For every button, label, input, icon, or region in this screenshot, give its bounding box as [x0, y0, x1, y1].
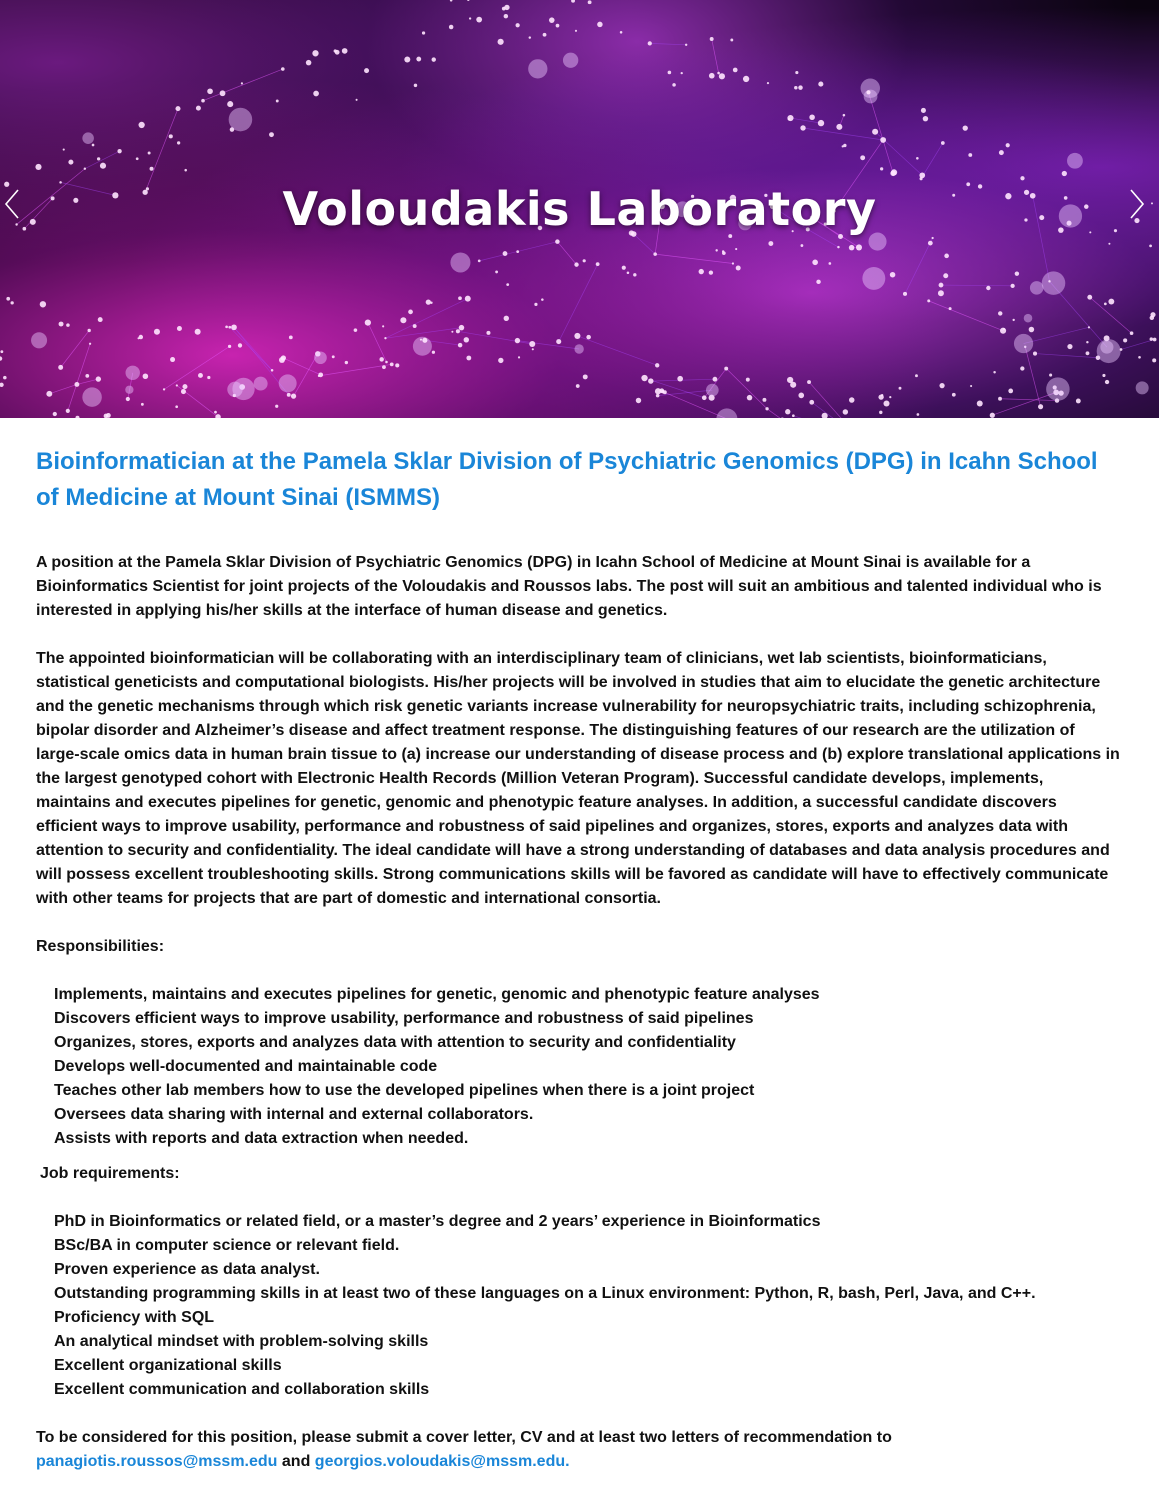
list-item: Develops well-documented and maintainable code: [54, 1058, 438, 1075]
list-item: Excellent communication and collaboration skills: [54, 1381, 430, 1398]
chevron-left-icon: [2, 186, 24, 222]
list-item: Implements, maintains and executes pipelines for genetic, genomic and phenotypic feature analyses: [54, 986, 820, 1003]
list-item: Outstanding programming skills in at least two of these languages on a Linux environment: Python, R, bash, Perl, Java, and C++.: [54, 1285, 1036, 1302]
requirements-list: [36, 1210, 1123, 1402]
list-item: PhD in Bioinformatics or related field, or a master’s degree and 2 years’ experience in Bioinformatics: [54, 1213, 821, 1230]
list-item: BSc/BA in computer science or relevant field.: [54, 1237, 400, 1254]
application-instructions: [36, 1426, 1120, 1474]
list-item: Assists with reports and data extraction when needed.: [54, 1130, 469, 1147]
responsibilities-list: [36, 983, 1123, 1151]
slider-next-button[interactable]: [1125, 186, 1147, 222]
job-title: Bioinformatician at the Pamela Sklar Division of Psychiatric Genomics (DPG) in Icahn School of Medicine at Mount Sinai (ISMMS): [36, 448, 1098, 511]
list-item: Discovers efficient ways to improve usability, performance and robustness of said pipelines: [54, 1010, 754, 1027]
slider-prev-button[interactable]: [2, 186, 24, 222]
list-item: Organizes, stores, exports and analyzes data with attention to security and confidentiality: [54, 1034, 736, 1051]
list-item: Proven experience as data analyst.: [54, 1261, 320, 1278]
requirements-heading: Job requirements:: [40, 1165, 180, 1182]
and-text: and: [281, 1453, 311, 1470]
list-item: Proficiency with SQL: [54, 1309, 215, 1326]
email-link-voloudakis[interactable]: georgios.voloudakis@mssm.edu.: [314, 1453, 570, 1470]
list-item: Oversees data sharing with internal and external collaborators.: [54, 1106, 534, 1123]
email-link-roussos[interactable]: panagiotis.roussos@mssm.edu: [36, 1453, 278, 1470]
lab-title: Voloudakis Laboratory: [282, 182, 877, 236]
list-item: An analytical mindset with problem-solving skills: [54, 1333, 429, 1350]
job-description: The appointed bioinformatician will be collaborating with an interdisciplinary team of clinicians, wet lab scientists, bioinformaticians, statistical geneticists and computational biologists. His/her projects will be involved in studies that aim to elucidate the genetic architecture and the genetic mechanisms through which risk genetic variants increase vulnerability for neuropsychiatric traits, including schizophrenia, bipolar disorder and Alzheimer’s disease and affect treatment response. The distinguishing features of our research are the utilization of large-scale omics data in human brain tissue to (a) increase our understanding of disease process and (b) explore translational applications in the largest genotyped cohort with Electronic Health Records (Million Veteran Program). Successful candidate develops, implements, maintains and executes pipelines for genetic, genomic and phenotypic feature analyses. In addition, a successful candidate discovers efficient ways to improve usability, performance and robustness of said pipelines and organizes, stores, exports and analyzes data with attention to security and confidentiality. The ideal candidate will have a strong understanding of databases and data analysis procedures and will possess excellent troubleshooting skills. Strong communications skills will be favored as candidate will have to effectively communicate with other teams for projects that are part of domestic and international consortia.: [36, 650, 1120, 907]
list-item: Teaches other lab members how to use the developed pipelines when there is a joint project: [54, 1082, 755, 1099]
chevron-right-icon: [1125, 186, 1147, 222]
apply-text: To be considered for this position, please submit a cover letter, CV and at least two letters of recommendation to: [36, 1429, 892, 1446]
list-item: Excellent organizational skills: [54, 1357, 282, 1374]
job-posting: [0, 444, 1159, 1474]
responsibilities-heading: Responsibilities:: [36, 938, 165, 955]
hero-banner: [0, 0, 1159, 418]
job-intro: A position at the Pamela Sklar Division of Psychiatric Genomics (DPG) in Icahn School of Medicine at Mount Sinai is available for a Bioinformatics Scientist for joint projects of the Voloudakis and Roussos labs. The post will suit an ambitious and talented individual who is interested in applying his/her skills at the interface of human disease and genetics.: [36, 554, 1102, 619]
